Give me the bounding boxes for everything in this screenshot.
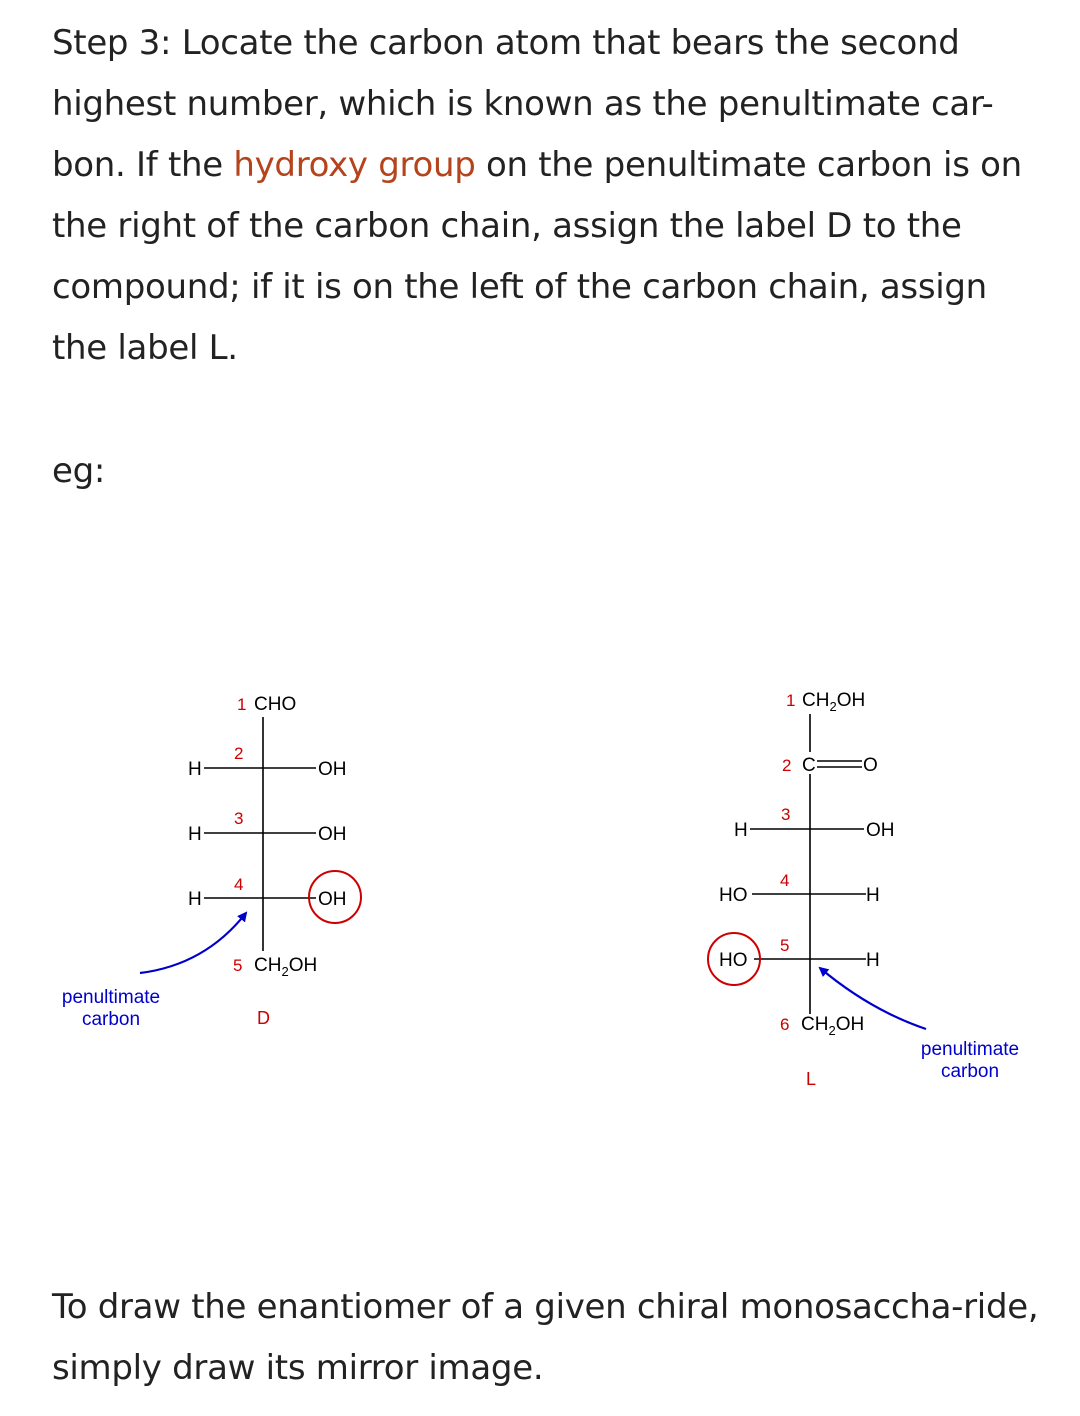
right-c2-oxygen: O [863, 755, 878, 776]
left-c3-left: H [188, 824, 202, 845]
right-c1-number: 1 [786, 691, 796, 710]
right-c4-right: H [866, 885, 880, 906]
left-c5-number: 5 [233, 956, 243, 975]
left-c5-group: $CH_2OH$ [254, 955, 318, 979]
left-config-label: D [257, 1008, 270, 1028]
right-c2-number: 2 [782, 756, 792, 775]
left-c2-left: H [188, 759, 202, 780]
left-c1-group: CHO [254, 694, 297, 715]
left-annotation-line2: carbon [81, 1009, 141, 1030]
left-annotation-line1: penultimate [61, 987, 161, 1008]
left-c3-number: 3 [234, 809, 244, 828]
right-c1-group: $CH_2OH$ [802, 690, 866, 714]
left-c4-left: H [188, 889, 202, 910]
step3-text-end: on the penultimate carbon is on the right of the carbon chain, assign the label D to the compound; if it is on the left of the carbon chain, assign the label L. [52, 145, 1022, 368]
right-c6-number: 6 [780, 1015, 790, 1034]
right-c4-left: HO [719, 885, 748, 906]
step3-text-start: Step 3: Locate the carbon atom that bears the second highest number, which is known as the penultimate car-bon. If the [52, 23, 994, 185]
right-c3-number: 3 [781, 805, 791, 824]
left-c3-right: OH [318, 824, 347, 845]
right-c6-group: $CH_2OH$ [801, 1014, 865, 1038]
left-c2-number: 2 [234, 744, 244, 763]
right-c5-right: H [866, 950, 880, 971]
closing-paragraph: To draw the enantiomer of a given chiral monosaccha-ride, simply draw its mirror image. [52, 1287, 1039, 1388]
left-penultimate-arrow [140, 913, 246, 973]
left-c2-right: OH [318, 759, 347, 780]
right-c5-number: 5 [780, 936, 790, 955]
right-c4-number: 4 [780, 871, 790, 890]
right-annotation-line2: carbon [940, 1061, 1000, 1082]
right-c2-atom: C [802, 755, 816, 776]
hydroxy-group-link[interactable]: hydroxy group [233, 145, 476, 185]
left-c1-number: 1 [237, 695, 247, 714]
left-c4-number: 4 [234, 875, 244, 894]
example-label: eg: [52, 451, 106, 491]
left-c4-right: OH [318, 889, 347, 910]
right-config-label: L [806, 1069, 817, 1089]
right-annotation-line1: penultimate [920, 1039, 1020, 1060]
right-c3-left: H [734, 820, 748, 841]
d-sugar-fischer-projection [62, 694, 361, 1030]
l-sugar-fischer-projection [708, 690, 1019, 1089]
right-c5-left: HO [719, 950, 748, 971]
right-c3-right: OH [866, 820, 895, 841]
